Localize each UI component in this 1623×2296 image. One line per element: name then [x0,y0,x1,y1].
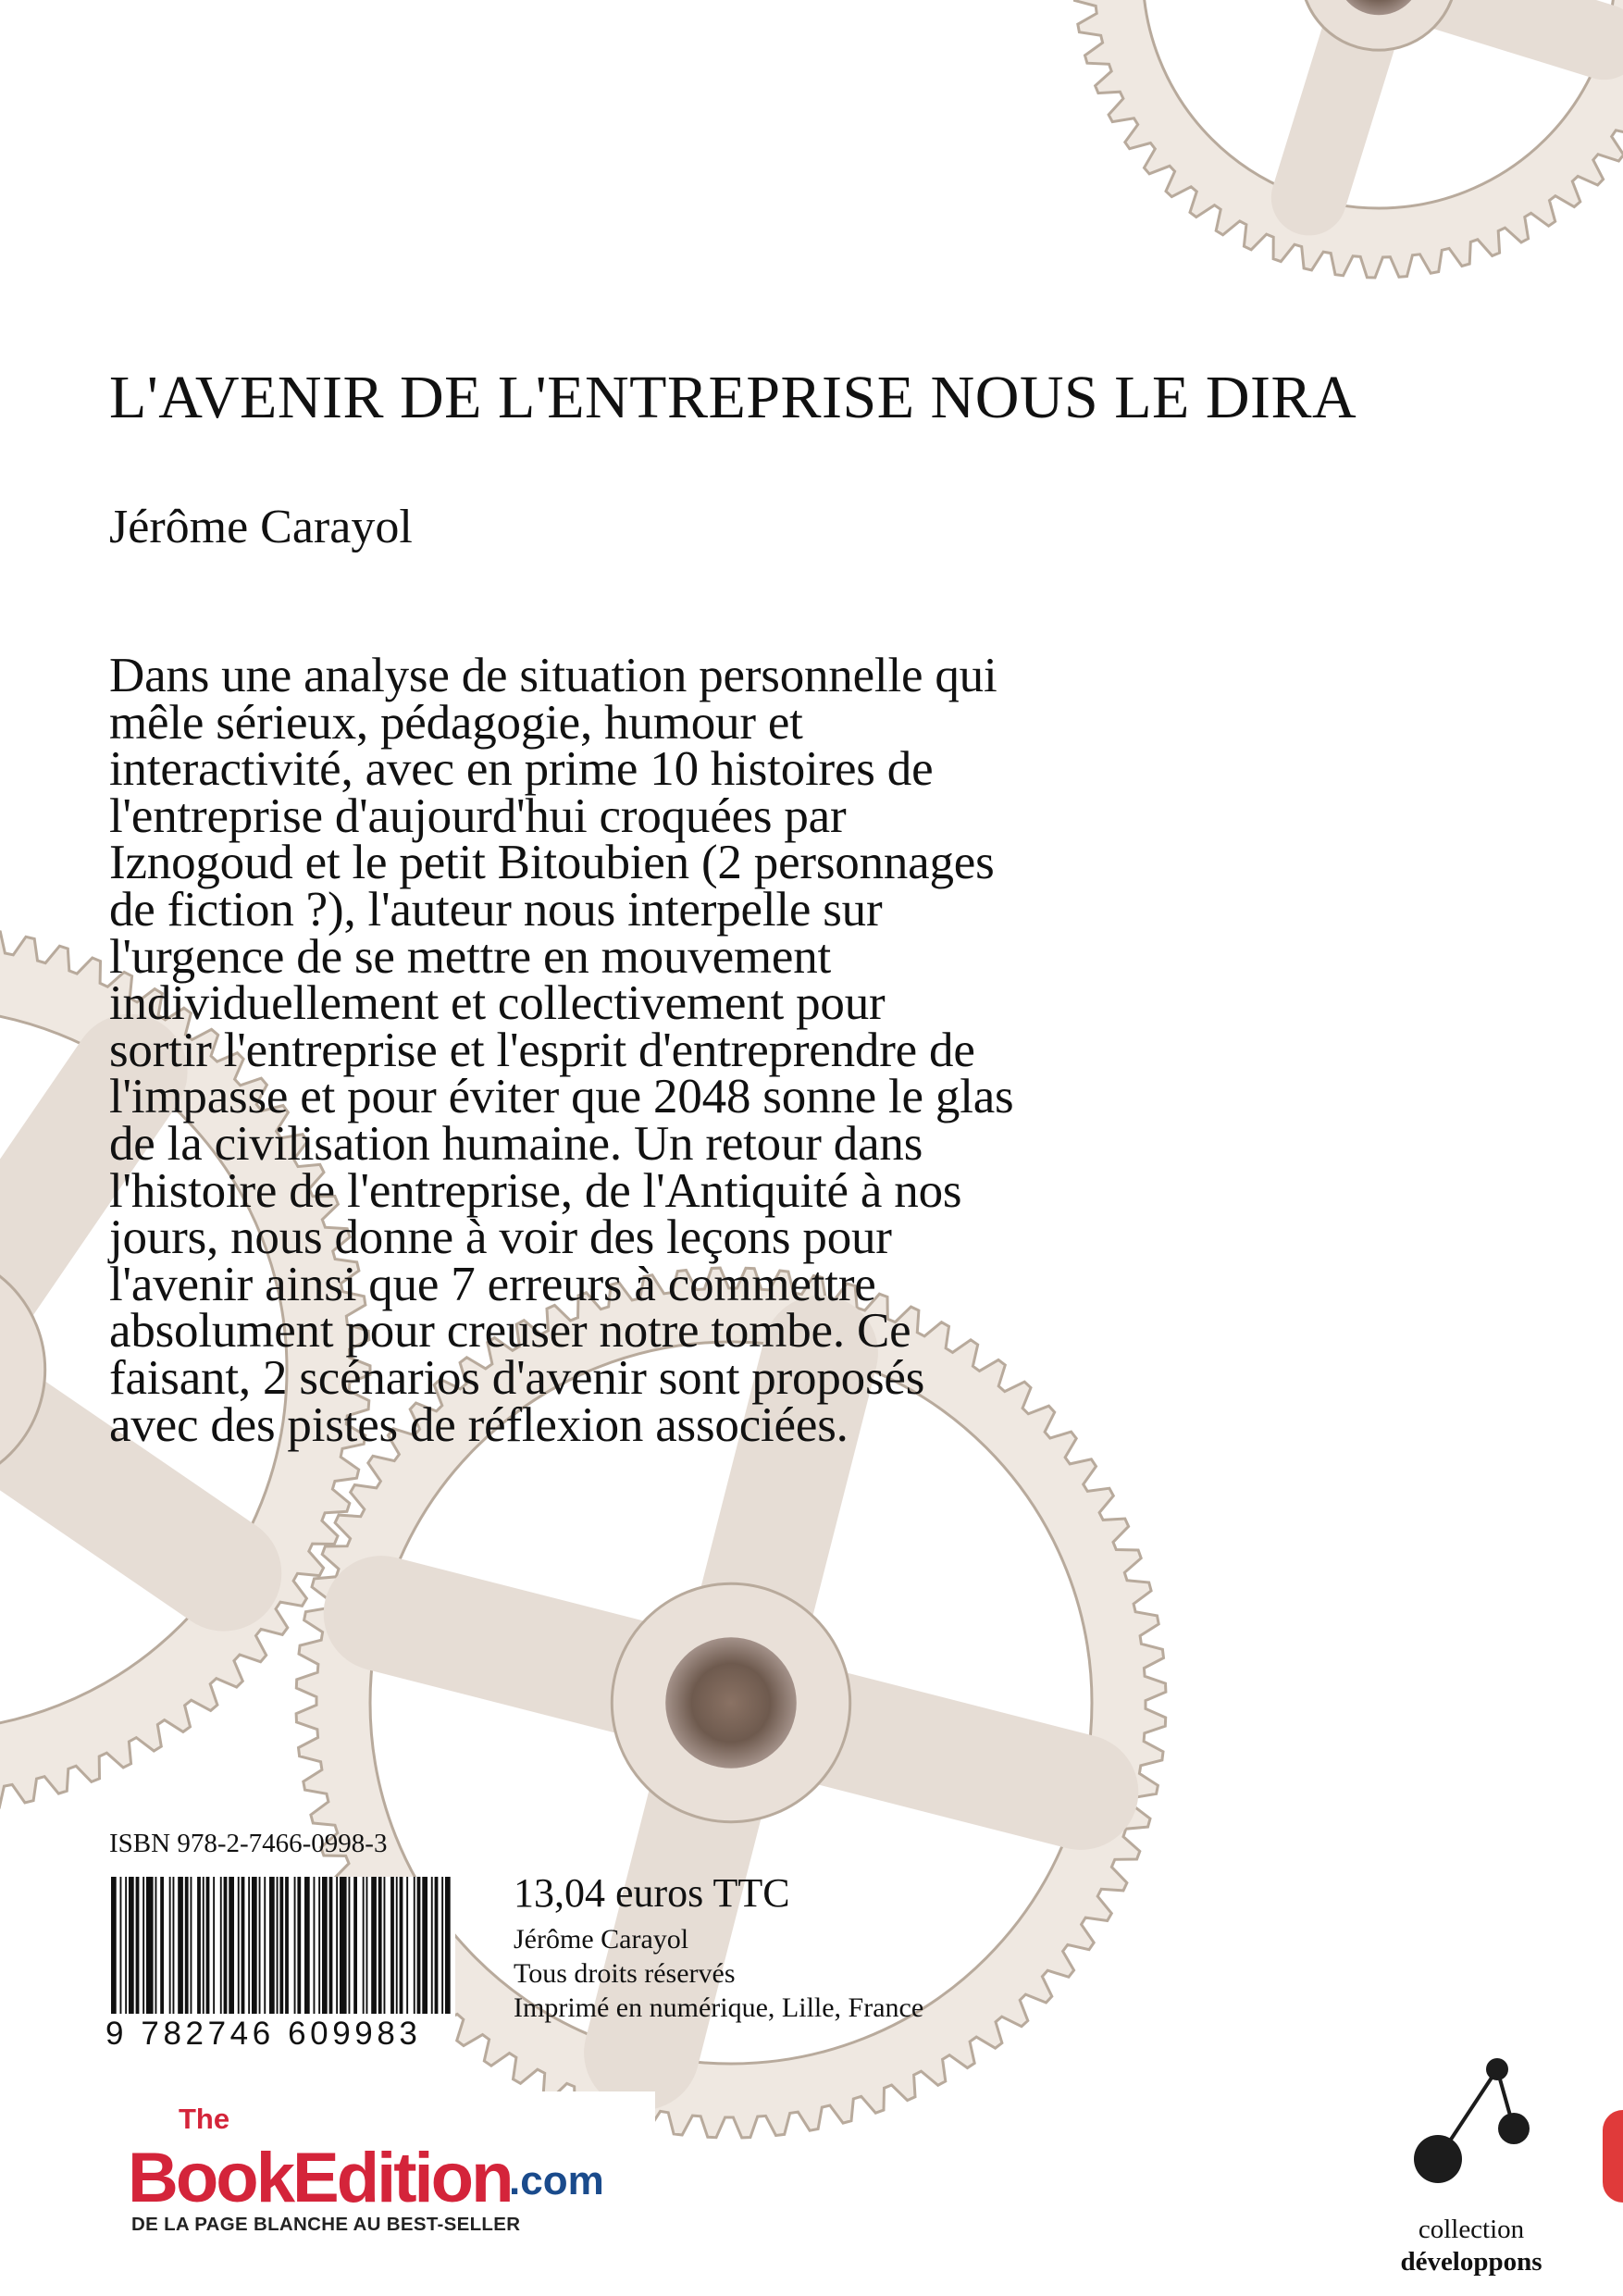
collection-word: collection [1418,2215,1525,2244]
publisher-the: The [179,2103,230,2135]
blurb-line: de la civilisation humaine. Un retour dans [109,1116,923,1171]
price: 13,04 euros TTC [514,1870,790,1916]
blurb-line: interactivité, avec en prime 10 histoires de [109,742,934,797]
barcode-bars [105,1877,455,2016]
collection-logo [1351,2036,1592,2286]
blurb-line: l'histoire de l'entreprise, de l'Antiquité à nos [109,1163,962,1218]
publisher-domain: .com [509,2158,604,2203]
blurb-line: de fiction ?), l'auteur nous interpelle sur [109,882,883,937]
molecule-icon [1377,2036,1562,2207]
blurb-line: l'urgence de se mettre en mouvement [109,929,832,984]
blurb-line: individuellement et collectivement pour [109,976,886,1031]
blurb-line: mêle sérieux, pédagogie, humour et [109,695,803,750]
gear-shape [1073,0,1623,278]
printing-notice: Imprimé en numérique, Lille, France [514,1992,924,2023]
publisher-name: BookEdition [128,2139,512,2217]
price-info [514,1869,923,2025]
blurb-line: absolument pour creuser notre tombe. Ce [109,1304,911,1359]
rights-notice: Tous droits réservés [514,1958,736,1989]
back-cover-blurb [109,649,1257,1452]
blurb-line: l'impasse et pour éviter que 2048 sonne le glas [109,1070,1014,1124]
book-title: L'AVENIR DE L'ENTREPRISE NOUS LE DIRA [109,364,1357,431]
book-author: Jérôme Carayol [109,501,413,553]
blurb-line: l'entreprise d'aujourd'hui croquées par [109,788,847,843]
barcode [105,1877,455,2052]
blurb-line: faisant, 2 scénarios d'avenir sont proposés [109,1350,925,1405]
blurb-line: Iznogoud et le petit Bitoubien (2 personnages [109,836,995,890]
rights-holder: Jérôme Carayol [514,1924,689,1955]
publisher-tagline: DE LA PAGE BLANCHE AU BEST-SELLER [131,2214,521,2235]
blurb-line: sortir l'entreprise et l'esprit d'entreprendre de [109,1023,975,1077]
blurb-line: l'avenir ainsi que 7 erreurs à commettre [109,1257,876,1311]
blurb-line: avec des pistes de réflexion associées. [109,1397,849,1452]
blurb-line: jours, nous donne à voir des leçons pour [109,1210,892,1265]
blurb-line: Dans une analyse de situation personnelle qui [109,649,997,702]
collection-name: développons [1400,2247,1542,2277]
edge-mark [1603,2110,1623,2203]
isbn-label: ISBN 978-2-7466-0998-3 [109,1829,388,1858]
barcode-digits: 9 782746 609983 [105,2016,422,2052]
publisher-logo [109,2091,655,2244]
